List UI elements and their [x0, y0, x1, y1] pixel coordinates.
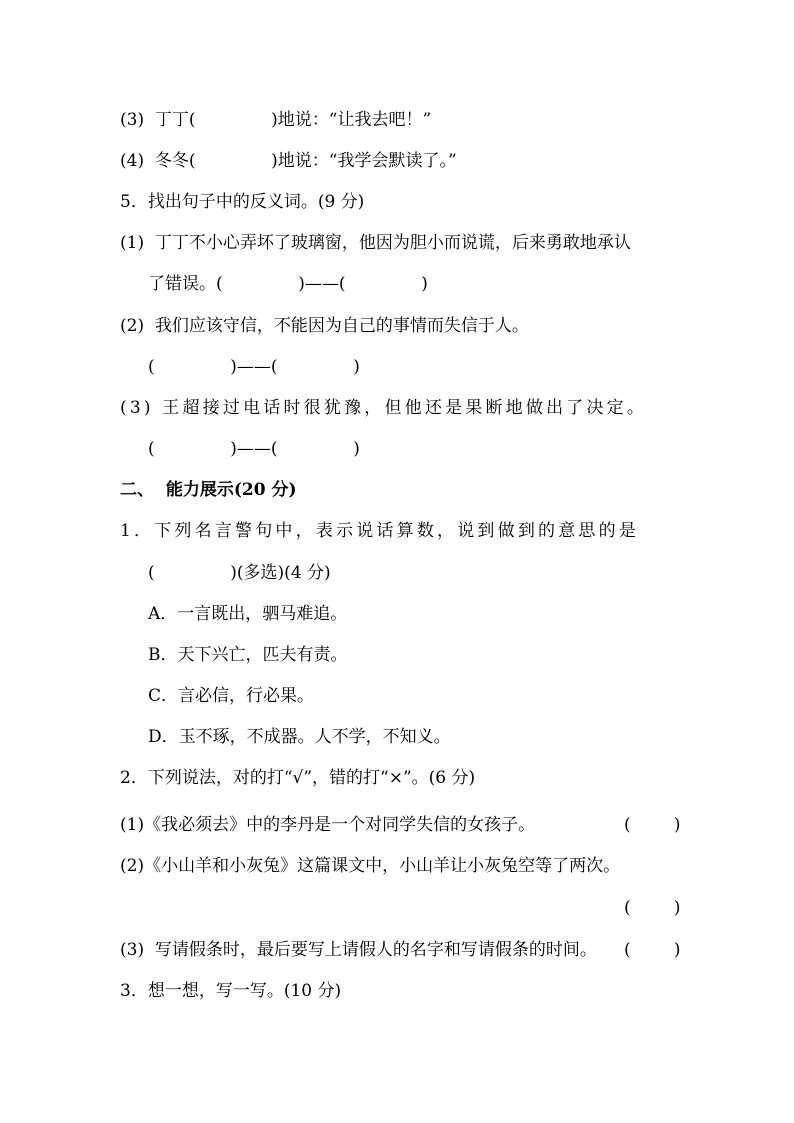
antonym-sentence-3: (3) 王超接过电话时很犹豫，但他还是果断地做出了决定。 — [120, 398, 648, 418]
question-2-heading: 2．下列说法，对的打“√”，错的打“×”。(6 分) — [120, 768, 476, 788]
judge-item-2: (2)《小山羊和小灰兔》这篇课文中，小山羊让小灰兔空等了两次。 — [120, 856, 621, 876]
question-1-stem: 1．下列名言警句中，表示说话算数，说到做到的意思的是 — [120, 521, 640, 541]
judge-item-3: (3) 写请假条时，最后要写上请假人的名字和写请假条的时间。 — [120, 940, 597, 960]
question-5-heading: 5．找出句子中的反义词。(9 分) — [120, 192, 365, 212]
antonym-sentence-1-cont: 了错误。( )——( ) — [148, 274, 428, 294]
antonym-sentence-1: (1) 丁丁不小心弄坏了玻璃窗，他因为胆小而说谎，后来勇敢地承认 — [120, 233, 631, 253]
judge-item-1-bracket: ( ) — [624, 815, 681, 835]
antonym-answer-2: ( )——( ) — [148, 357, 360, 377]
antonym-answer-3: ( )——( ) — [148, 439, 360, 459]
option-d: D．玉不琢，不成器。人不学，不知义。 — [148, 727, 451, 747]
antonym-sentence-2: (2) 我们应该守信，不能因为自己的事情而失信于人。 — [120, 316, 529, 336]
option-a: A．一言既出，驷马难追。 — [148, 604, 348, 624]
judge-item-3-bracket: ( ) — [624, 940, 681, 960]
judge-item-1: (1)《我必须去》中的李丹是一个对同学失信的女孩子。 — [120, 815, 536, 835]
judge-item-2-bracket: ( ) — [624, 898, 681, 918]
question-1-answer-line: ( )(多选)(4 分) — [148, 563, 331, 583]
fill-blank-item-3: (3) 丁丁( )地说：“让我去吧！” — [120, 110, 432, 130]
option-c: C．言必信，行必果。 — [148, 686, 315, 706]
fill-blank-item-4: (4) 冬冬( )地说：“我学会默读了。” — [120, 151, 457, 171]
option-b: B．天下兴亡，匹夫有责。 — [148, 645, 348, 665]
question-3-heading: 3．想一想，写一写。(10 分) — [120, 981, 342, 1001]
section-2-heading: 二、 能力展示(20 分) — [120, 480, 297, 500]
